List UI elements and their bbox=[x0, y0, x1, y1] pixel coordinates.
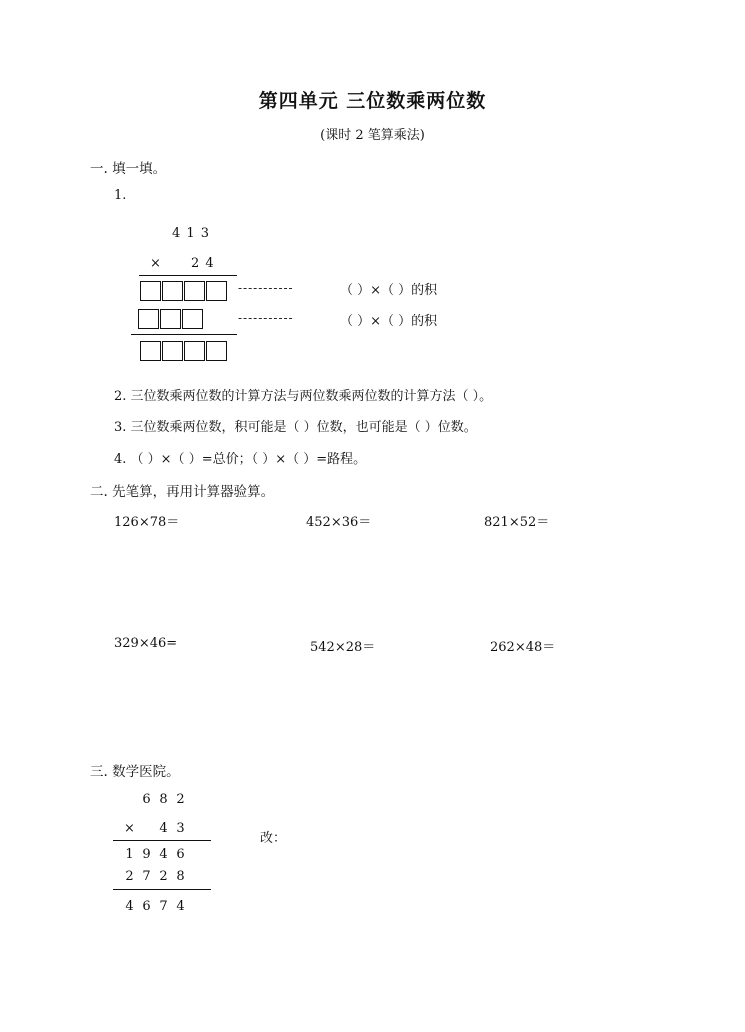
page-subtitle: (课时 2 笔算乘法) bbox=[320, 128, 425, 143]
digit: 3 bbox=[176, 821, 185, 836]
answer-box[interactable] bbox=[184, 341, 205, 361]
product-boxes bbox=[140, 341, 228, 361]
answer-box[interactable] bbox=[182, 309, 203, 329]
partial-product-2-boxes bbox=[138, 309, 204, 329]
section-2-heading: 二. 先笔算，再用计算器验算。 bbox=[90, 484, 275, 500]
calc-expression: 126×78＝ bbox=[114, 515, 180, 530]
wrong-calc-line-2 bbox=[113, 889, 211, 890]
wrong-calc-row-5 bbox=[121, 899, 189, 914]
section-3-heading: 三. 数学医院。 bbox=[90, 764, 180, 780]
answer-box[interactable] bbox=[206, 341, 227, 361]
digit: 2 bbox=[125, 869, 134, 884]
digit: 4 bbox=[176, 899, 185, 914]
calc-expression: 821×52＝ bbox=[484, 515, 550, 530]
blank-row-2: （ ）×（ ）的积 bbox=[340, 314, 438, 329]
digit: 8 bbox=[176, 869, 185, 884]
answer-box[interactable] bbox=[162, 341, 183, 361]
leader-dashes-2: ----------- bbox=[238, 311, 294, 325]
multiply-sign: × bbox=[124, 821, 135, 836]
question-1-label: 1. bbox=[114, 188, 127, 203]
digit: 4 bbox=[159, 821, 168, 836]
section-1-heading: 一. 填一填。 bbox=[90, 161, 167, 177]
answer-box[interactable] bbox=[160, 309, 181, 329]
digit: 7 bbox=[159, 899, 168, 914]
digit: 6 bbox=[142, 899, 151, 914]
digit: 1 bbox=[125, 847, 134, 862]
multiplier: 2 4 bbox=[191, 256, 215, 271]
multiplication-line bbox=[139, 275, 237, 276]
calc-expression: 542×28＝ bbox=[310, 640, 376, 655]
wrong-calc-row-4 bbox=[121, 869, 189, 884]
sum-line bbox=[131, 334, 237, 335]
question-2: 2. 三位数乘两位数的计算方法与两位数乘两位数的计算方法（ ）。 bbox=[114, 389, 493, 404]
calc-expression: 452×36＝ bbox=[306, 515, 372, 530]
answer-box[interactable] bbox=[206, 281, 227, 301]
wrong-calc-row-1 bbox=[121, 792, 189, 807]
correction-label: 改： bbox=[260, 831, 287, 846]
wrong-calc-row-3 bbox=[121, 847, 189, 862]
digit: 2 bbox=[176, 792, 185, 807]
question-3: 3. 三位数乘两位数，积可能是（ ）位数，也可能是（ ）位数。 bbox=[114, 420, 477, 435]
digit: 8 bbox=[159, 792, 168, 807]
wrong-calc-row-2 bbox=[121, 821, 189, 836]
leader-dashes-1: ----------- bbox=[238, 281, 294, 295]
blank-row-1: （ ）×（ ）的积 bbox=[340, 283, 438, 298]
calc-expression: 329×46= bbox=[114, 636, 178, 651]
answer-box[interactable] bbox=[162, 281, 183, 301]
answer-box[interactable] bbox=[138, 309, 159, 329]
digit: 9 bbox=[142, 847, 151, 862]
wrong-calc-line-1 bbox=[113, 840, 211, 841]
partial-product-1-boxes bbox=[140, 281, 228, 301]
digit: 2 bbox=[159, 869, 168, 884]
answer-box[interactable] bbox=[140, 281, 161, 301]
page-title: 第四单元 三位数乘两位数 bbox=[258, 90, 487, 112]
multiplicand: 4 1 3 bbox=[172, 226, 211, 241]
answer-box[interactable] bbox=[184, 281, 205, 301]
answer-box[interactable] bbox=[140, 341, 161, 361]
calc-expression: 262×48＝ bbox=[490, 640, 556, 655]
multiply-sign: × bbox=[150, 256, 161, 271]
digit: 6 bbox=[142, 792, 151, 807]
digit: 6 bbox=[176, 847, 185, 862]
digit: 4 bbox=[159, 847, 168, 862]
digit: 7 bbox=[142, 869, 151, 884]
digit: 4 bbox=[125, 899, 134, 914]
question-4: 4. （ ）×（ ）=总价；（ ）×（ ）=路程。 bbox=[114, 452, 367, 467]
